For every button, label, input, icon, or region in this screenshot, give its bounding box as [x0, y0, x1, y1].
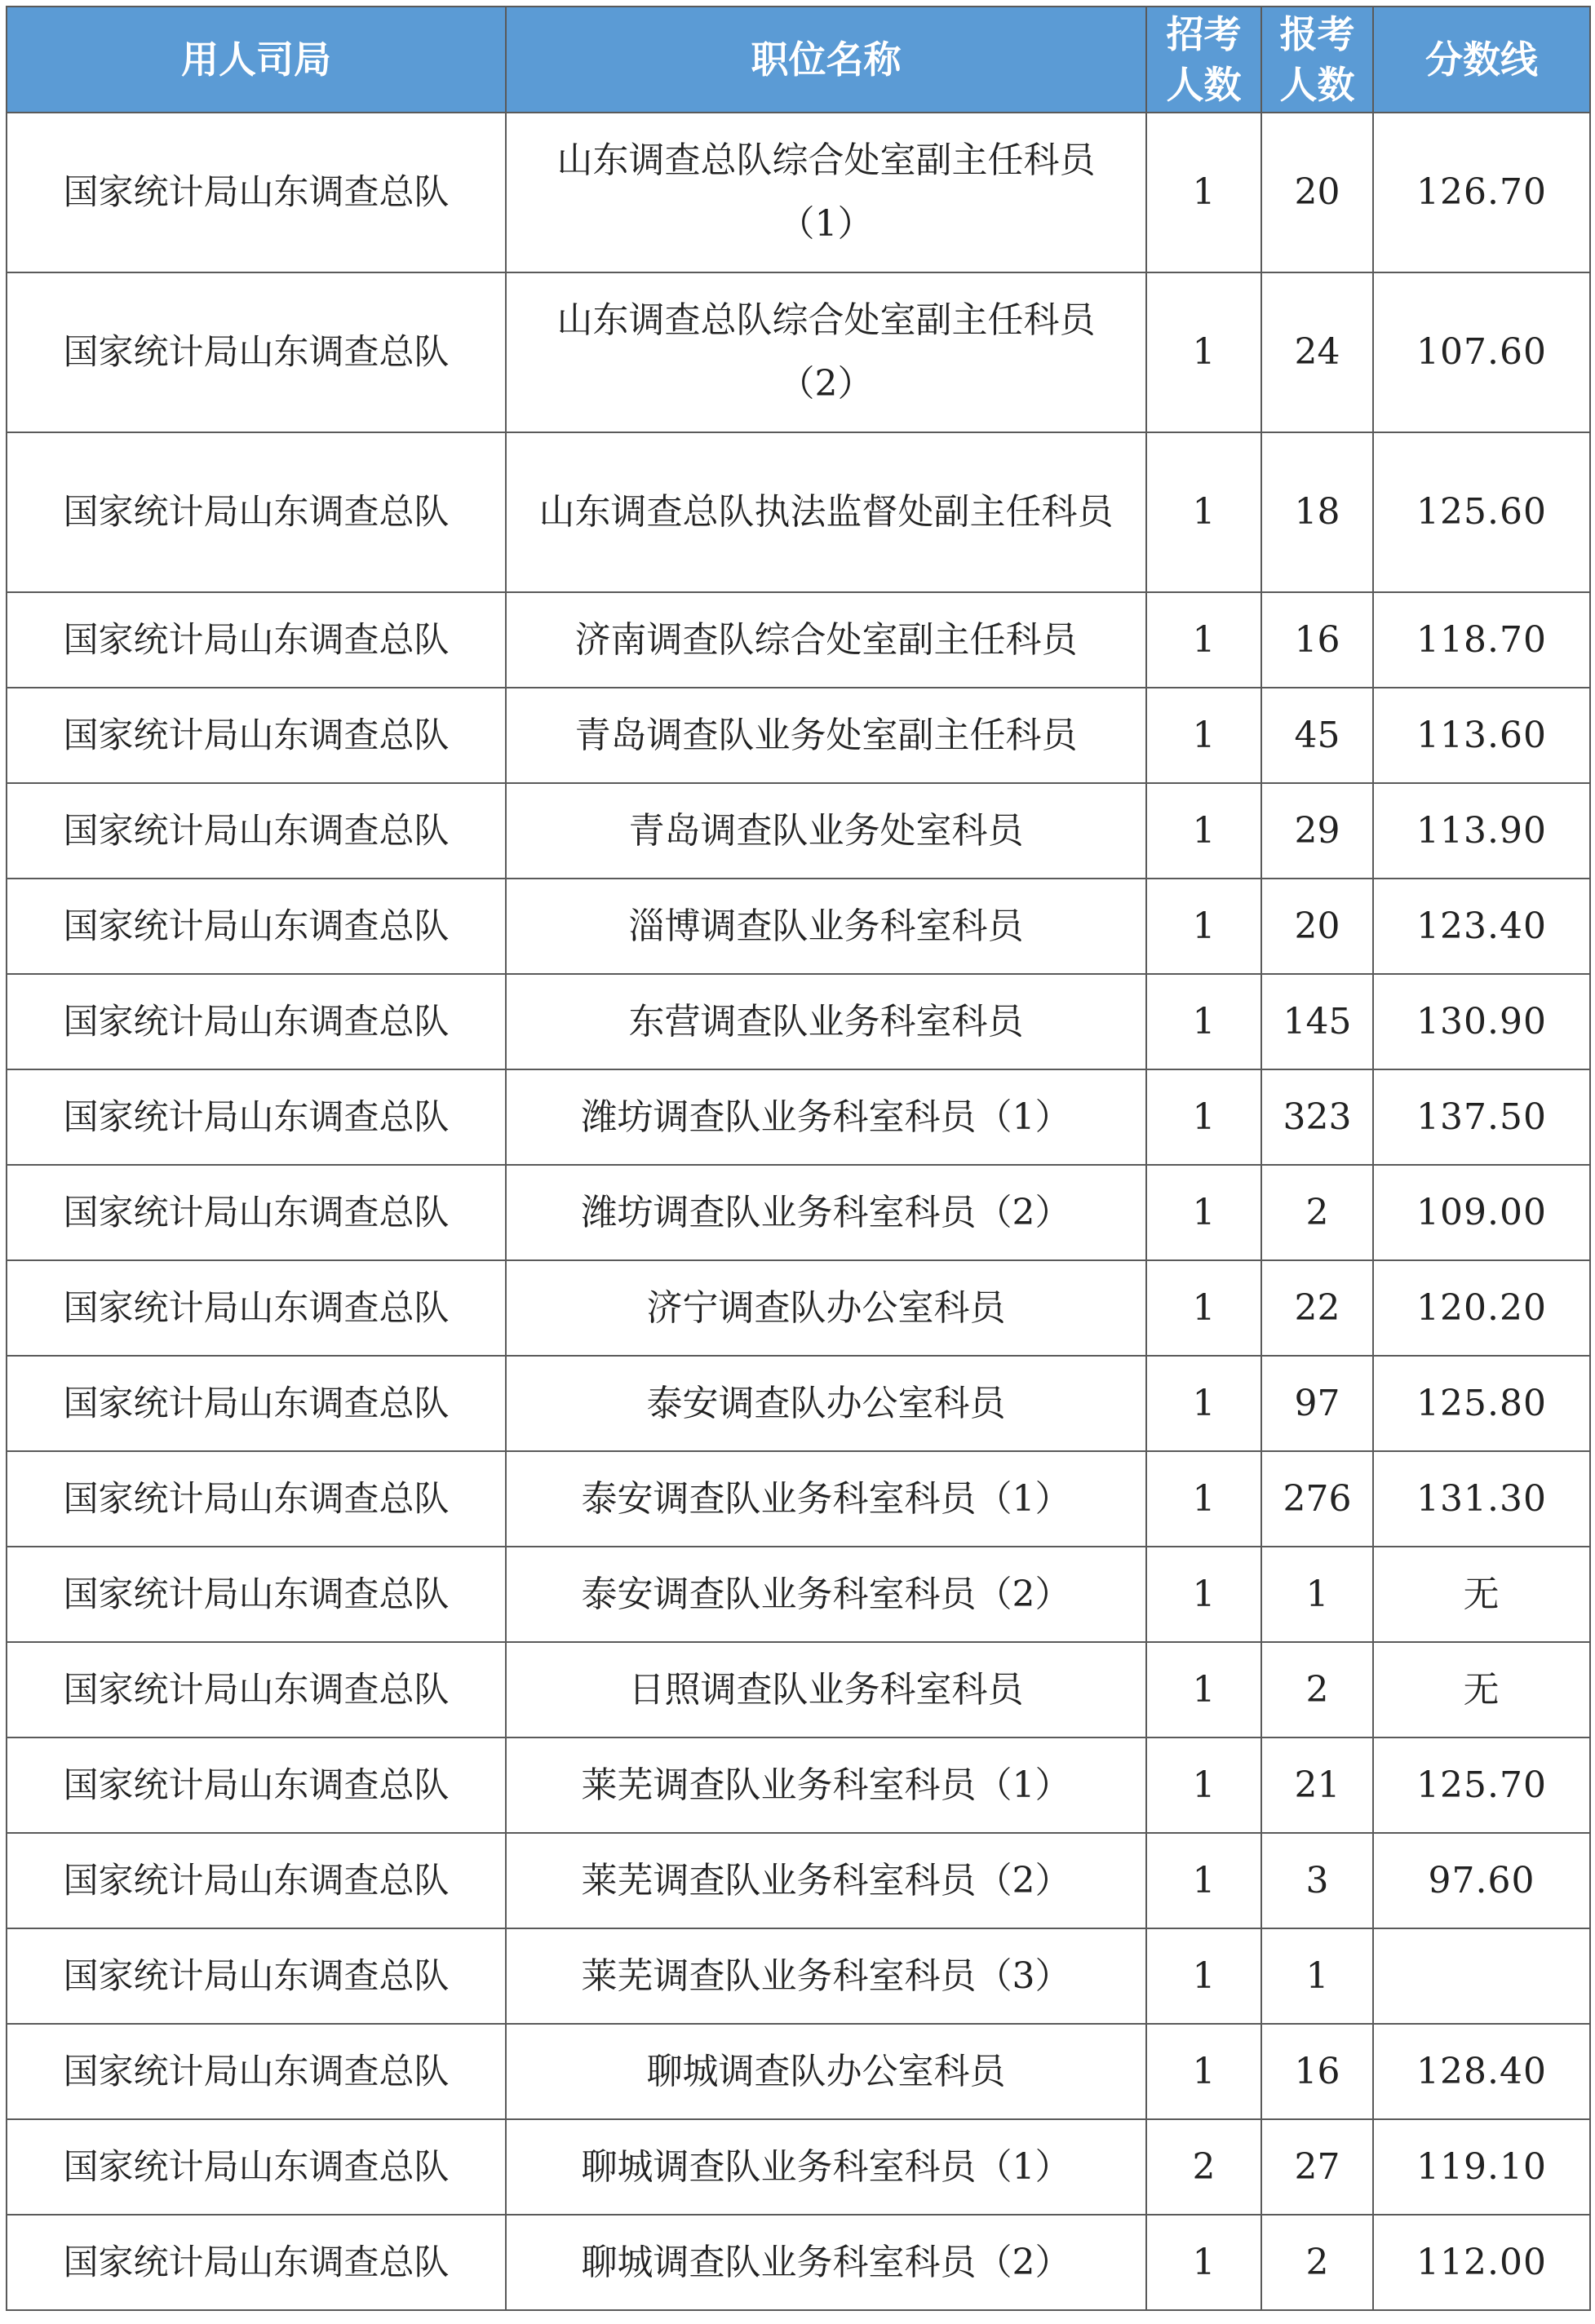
cell-applicants: 1 [1261, 1928, 1373, 2024]
cell-applicants: 16 [1261, 592, 1373, 688]
cell-score: 无 [1373, 1642, 1590, 1737]
cell-score: 126.70 [1373, 113, 1590, 272]
table-row [7, 1928, 1590, 2024]
cell-applicants: 24 [1261, 272, 1373, 432]
cell-applicants: 21 [1261, 1737, 1373, 1833]
table-row [7, 1451, 1590, 1547]
table-row [7, 1642, 1590, 1737]
cell-position: 山东调查总队综合处室副主任科员（1） [506, 113, 1146, 272]
header-position: 职位名称 [506, 7, 1146, 113]
header-dept: 用人司局 [7, 7, 506, 113]
cell-applicants: 1 [1261, 1547, 1373, 1642]
cell-applicants: 3 [1261, 1833, 1373, 1928]
table-row [7, 1165, 1590, 1260]
table-row [7, 432, 1590, 592]
cell-score: 109.00 [1373, 1165, 1590, 1260]
cell-position: 莱芜调查队业务科室科员（2） [506, 1833, 1146, 1928]
table-row [7, 1547, 1590, 1642]
cell-score: 125.80 [1373, 1356, 1590, 1451]
table-row [7, 1737, 1590, 1833]
cell-recruit: 1 [1146, 2024, 1261, 2119]
cell-dept: 国家统计局山东调查总队 [7, 1260, 506, 1356]
cell-position: 济南调查队综合处室副主任科员 [506, 592, 1146, 688]
cell-dept: 国家统计局山东调查总队 [7, 1642, 506, 1737]
cell-recruit: 1 [1146, 1547, 1261, 1642]
table-row [7, 783, 1590, 879]
cell-position: 聊城调查队业务科室科员（1） [506, 2119, 1146, 2215]
cell-recruit: 1 [1146, 1928, 1261, 2024]
cell-position: 潍坊调查队业务科室科员（1） [506, 1069, 1146, 1165]
cell-position: 山东调查总队执法监督处副主任科员 [506, 432, 1146, 592]
cell-score: 130.90 [1373, 974, 1590, 1069]
cell-recruit: 1 [1146, 783, 1261, 879]
cell-position: 东营调查队业务科室科员 [506, 974, 1146, 1069]
cell-score: 131.30 [1373, 1451, 1590, 1547]
cell-score: 128.40 [1373, 2024, 1590, 2119]
header-recruit [1146, 7, 1261, 113]
cell-applicants: 323 [1261, 1069, 1373, 1165]
cell-score: 123.40 [1373, 879, 1590, 974]
cell-dept: 国家统计局山东调查总队 [7, 272, 506, 432]
cell-score: 无 [1373, 1547, 1590, 1642]
table-row [7, 1069, 1590, 1165]
score-table [6, 6, 1591, 2311]
cell-applicants: 16 [1261, 2024, 1373, 2119]
cell-dept: 国家统计局山东调查总队 [7, 1069, 506, 1165]
table-row [7, 2024, 1590, 2119]
cell-dept: 国家统计局山东调查总队 [7, 879, 506, 974]
cell-dept: 国家统计局山东调查总队 [7, 1737, 506, 1833]
cell-applicants: 145 [1261, 974, 1373, 1069]
cell-position: 泰安调查队业务科室科员（1） [506, 1451, 1146, 1547]
cell-position: 莱芜调查队业务科室科员（1） [506, 1737, 1146, 1833]
cell-recruit: 1 [1146, 1642, 1261, 1737]
cell-position: 淄博调查队业务科室科员 [506, 879, 1146, 974]
cell-recruit: 1 [1146, 1451, 1261, 1547]
header-score: 分数线 [1373, 7, 1590, 113]
table-row [7, 688, 1590, 783]
header-applicants [1261, 7, 1373, 113]
cell-recruit: 1 [1146, 1165, 1261, 1260]
table-row [7, 1260, 1590, 1356]
cell-score: 137.50 [1373, 1069, 1590, 1165]
cell-applicants: 2 [1261, 2215, 1373, 2310]
table-row [7, 272, 1590, 432]
cell-applicants: 45 [1261, 688, 1373, 783]
cell-score: 112.00 [1373, 2215, 1590, 2310]
cell-dept: 国家统计局山东调查总队 [7, 432, 506, 592]
cell-recruit: 1 [1146, 1356, 1261, 1451]
table-row [7, 1356, 1590, 1451]
cell-recruit: 1 [1146, 2215, 1261, 2310]
table-row [7, 2215, 1590, 2310]
cell-score: 125.60 [1373, 432, 1590, 592]
cell-dept: 国家统计局山东调查总队 [7, 688, 506, 783]
cell-dept: 国家统计局山东调查总队 [7, 974, 506, 1069]
cell-position: 泰安调查队办公室科员 [506, 1356, 1146, 1451]
cell-recruit: 1 [1146, 592, 1261, 688]
cell-score: 120.20 [1373, 1260, 1590, 1356]
cell-score: 113.90 [1373, 783, 1590, 879]
cell-applicants: 22 [1261, 1260, 1373, 1356]
cell-dept: 国家统计局山东调查总队 [7, 1165, 506, 1260]
cell-position: 青岛调查队业务处室科员 [506, 783, 1146, 879]
cell-position: 山东调查总队综合处室副主任科员（2） [506, 272, 1146, 432]
cell-position: 日照调查队业务科室科员 [506, 1642, 1146, 1737]
table-row [7, 592, 1590, 688]
cell-recruit: 1 [1146, 1833, 1261, 1928]
cell-applicants: 2 [1261, 1642, 1373, 1737]
header-recruit-line1: 招考 [1166, 12, 1242, 56]
table-body [7, 113, 1590, 2310]
cell-recruit: 1 [1146, 1260, 1261, 1356]
cell-applicants: 18 [1261, 432, 1373, 592]
cell-score [1373, 1928, 1590, 2024]
cell-applicants: 97 [1261, 1356, 1373, 1451]
cell-dept: 国家统计局山东调查总队 [7, 1833, 506, 1928]
cell-recruit: 1 [1146, 432, 1261, 592]
cell-applicants: 2 [1261, 1165, 1373, 1260]
cell-dept: 国家统计局山东调查总队 [7, 783, 506, 879]
cell-recruit: 1 [1146, 688, 1261, 783]
cell-applicants: 29 [1261, 783, 1373, 879]
header-applicants-line1: 报考 [1279, 12, 1355, 56]
header-applicants-line2: 人数 [1279, 63, 1355, 107]
table-row [7, 113, 1590, 272]
table-header [7, 7, 1590, 113]
cell-recruit: 1 [1146, 974, 1261, 1069]
table-row [7, 2119, 1590, 2215]
cell-score: 97.60 [1373, 1833, 1590, 1928]
cell-score: 113.60 [1373, 688, 1590, 783]
cell-applicants: 20 [1261, 879, 1373, 974]
cell-recruit: 1 [1146, 1737, 1261, 1833]
table-row [7, 974, 1590, 1069]
cell-dept: 国家统计局山东调查总队 [7, 1451, 506, 1547]
cell-dept: 国家统计局山东调查总队 [7, 2024, 506, 2119]
cell-recruit: 1 [1146, 879, 1261, 974]
cell-position: 莱芜调查队业务科室科员（3） [506, 1928, 1146, 2024]
cell-dept: 国家统计局山东调查总队 [7, 2119, 506, 2215]
cell-position: 泰安调查队业务科室科员（2） [506, 1547, 1146, 1642]
cell-applicants: 20 [1261, 113, 1373, 272]
cell-dept: 国家统计局山东调查总队 [7, 1356, 506, 1451]
cell-score: 119.10 [1373, 2119, 1590, 2215]
header-recruit-line2: 人数 [1166, 63, 1242, 107]
cell-position: 济宁调查队办公室科员 [506, 1260, 1146, 1356]
cell-dept: 国家统计局山东调查总队 [7, 1928, 506, 2024]
cell-score: 118.70 [1373, 592, 1590, 688]
header-row [7, 7, 1590, 113]
cell-recruit: 1 [1146, 1069, 1261, 1165]
cell-dept: 国家统计局山东调查总队 [7, 113, 506, 272]
cell-dept: 国家统计局山东调查总队 [7, 1547, 506, 1642]
cell-position: 潍坊调查队业务科室科员（2） [506, 1165, 1146, 1260]
cell-recruit: 2 [1146, 2119, 1261, 2215]
cell-applicants: 27 [1261, 2119, 1373, 2215]
cell-recruit: 1 [1146, 272, 1261, 432]
cell-applicants: 276 [1261, 1451, 1373, 1547]
cell-position: 聊城调查队业务科室科员（2） [506, 2215, 1146, 2310]
table-row [7, 1833, 1590, 1928]
cell-score: 125.70 [1373, 1737, 1590, 1833]
cell-score: 107.60 [1373, 272, 1590, 432]
cell-recruit: 1 [1146, 113, 1261, 272]
table-row [7, 879, 1590, 974]
cell-position: 青岛调查队业务处室副主任科员 [506, 688, 1146, 783]
cell-position: 聊城调查队办公室科员 [506, 2024, 1146, 2119]
cell-dept: 国家统计局山东调查总队 [7, 2215, 506, 2310]
cell-dept: 国家统计局山东调查总队 [7, 592, 506, 688]
